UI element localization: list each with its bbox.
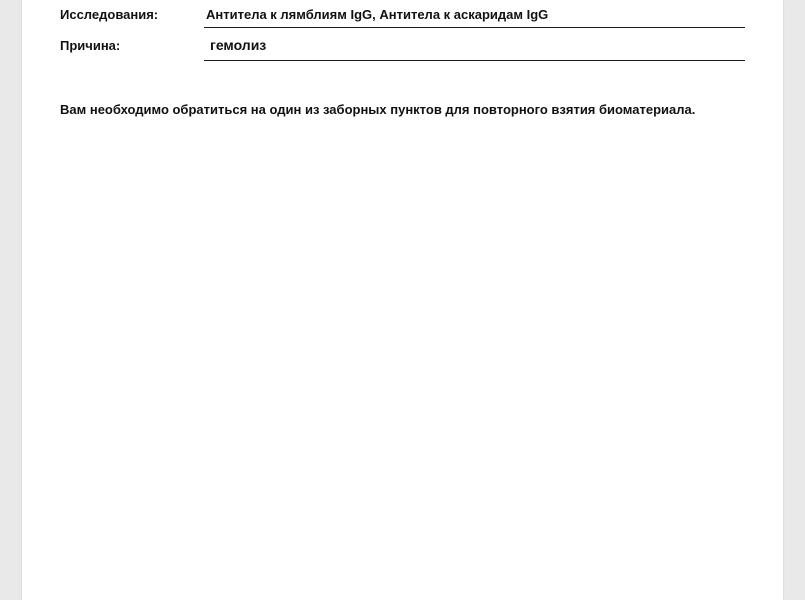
notice-text: Вам необходимо обратиться на один из заборных пунктов для повторного взятия биоматериала. <box>60 102 696 117</box>
document-page <box>22 0 783 600</box>
reason-label: Причина: <box>60 38 121 53</box>
studies-value: Антитела к лямблиям IgG, Антитела к аскаридам IgG <box>204 0 745 28</box>
studies-label: Исследования: <box>60 7 159 22</box>
reason-value: гемолиз <box>204 30 745 61</box>
